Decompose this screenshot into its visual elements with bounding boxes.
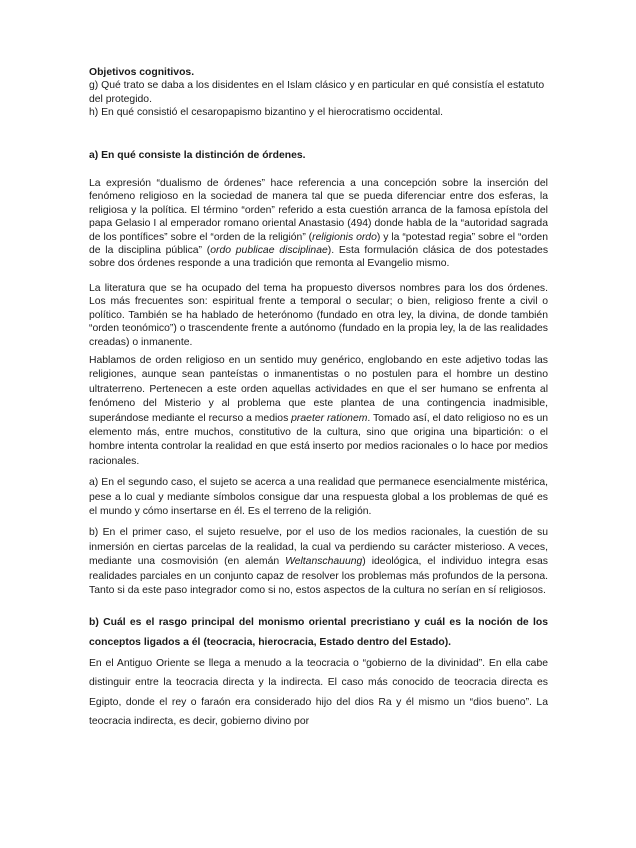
objective-h: h) En qué consistió el cesaropapismo bizantino y el hierocratismo occidental. — [89, 107, 444, 119]
latin-term: praeter rationem — [291, 412, 368, 424]
document-body — [89, 66, 548, 732]
section-a-heading: a) En qué consiste la distinción de órdenes. — [89, 149, 306, 161]
text-run: ) y la “potestad regia” sobre el “orden de la disciplina pública” ( — [89, 231, 548, 257]
german-term: Weltanschauung — [285, 556, 363, 568]
section-b-heading: b) Cuál es el rasgo principal del monismo oriental precristiano y cuál es la noción de los conceptos ligados a él (teocracia, hierocracia, Estado dentro del Estado). — [89, 617, 548, 648]
objectives-heading: Objetivos cognitivos. — [89, 67, 195, 78]
text-run: . Tomado así, el dato religioso no es un elemento más, entre muchos, constitutivo de la cultura, sino que origina una bipartición: o el hombre intenta controlar la realidad en que está inserto por medios racionales o lo hace por medios racionales. — [89, 412, 549, 467]
text-run: Hablamos de orden religioso en un sentido muy genérico, englobando en este adjetivo todas las religiones, aunque sean panteístas o inmanentistas o no postulen para el hombre un destino ultraterreno. Pertenecen a este orden aquellas actividades en que el ser humano se enfrenta al fenómeno del Misterio y al problema que este plantea de una contingencia inadmisible, superándose mediante el recurso a medios — [89, 354, 548, 424]
text-run: ). Esta formulación clásica de dos potestades sobre dos órdenes responde a una tradición que remonta al Evangelio mismo. — [89, 245, 549, 270]
section-a-paragraph-1 — [89, 177, 548, 271]
section-a-paragraph-4: a) En el segundo caso, el sujeto se acerca a una realidad que permanece esencialmente mistérica, pese a lo cual y mediante símbolos consigue dar una respuesta global a los problemas de qué es el mundo y cómo insertarse en él. Es el terreno de la religión. — [89, 477, 548, 517]
objective-g: g) Qué trato se daba a los disidentes en el Islam clásico y en particular en qué consistía el estatuto del protegido. — [89, 80, 545, 105]
text-run: ) ideológica, el individuo integra esas realidades parciales en un conjunto capaz de resolver los problemas más profundos de la persona. Tanto si da este paso integrador como si no, estos aspectos de la cultura no serían en sí religiosos. — [89, 556, 548, 596]
latin-term: religionis ordo — [312, 231, 377, 243]
section-a-paragraph-2: La literatura que se ha ocupado del tema ha propuesto diversos nombres para los dos órdenes. Los más frecuentes son: espiritual frente a temporal o secular; o bien, religioso frente a civil o político. También se ha hablado de heterónomo (fundado en otra ley, la divina, de donde también “orden teonómico”) o trascendente frente a autónomo (fundado en la propia ley, la de las realidades creadas) o inmanente. — [89, 282, 548, 348]
section-a-paragraph-3 — [89, 354, 548, 469]
text-run: La expresión “dualismo de órdenes” hace referencia a una concepción sobre la inserción del fenómeno religioso en la sociedad de manera tal que se pueda diferenciar entre dos esferas, la religiosa y la política. El término “orden” referido a esta cuestión arranca de la famosa epístola del papa Gelasio I al emperador romano oriental Anastasio (494) donde habla de la “autoridad sagrada de los pontífices” sobre el “orden de la religión” ( — [89, 178, 548, 243]
text-run: b) En el primer caso, el sujeto resuelve, por el uso de los medios racionales, la cuestión de su inmersión en ciertas parcelas de la realidad, la cual va perdiendo su carácter misterioso. A veces, mediante una cosmovisión (en alemán — [89, 527, 548, 568]
section-b-paragraph-1: En el Antiguo Oriente se llega a menudo a la teocracia o “gobierno de la divinidad”. En ella cabe distinguir entre la teocracia directa y la indirecta. El caso más conocido de teocracia directa es Egipto, donde el rey o faraón era considerado hijo del dios Ra y él mismo un “dios bueno”. La teocracia indirecta, es decir, gobierno divino por — [89, 657, 548, 728]
section-a-paragraph-5 — [89, 526, 548, 598]
latin-term: ordo publicae disciplinae — [210, 245, 328, 257]
